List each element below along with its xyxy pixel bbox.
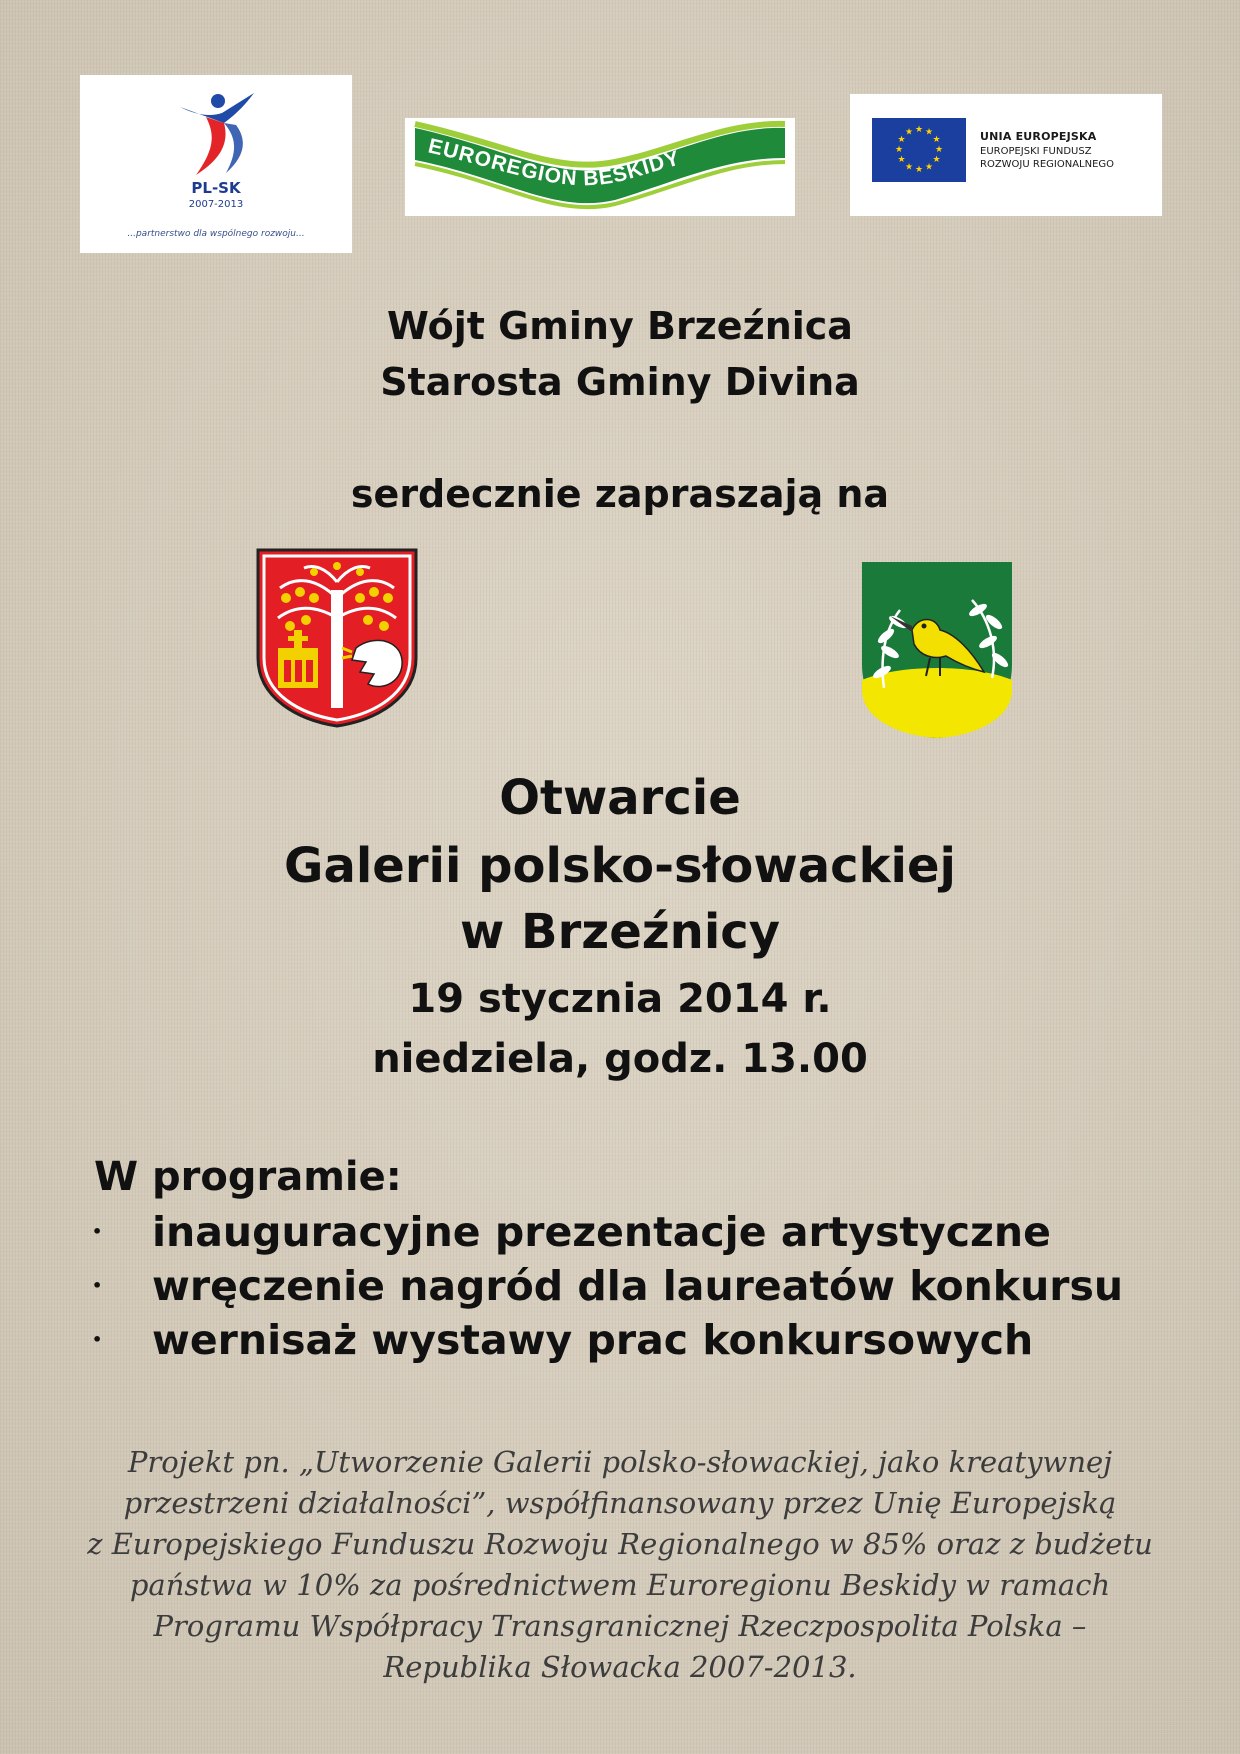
eu-line-1: UNIA EUROPEJSKA	[980, 130, 1097, 143]
eu-fund-logo	[850, 94, 1162, 216]
program-item	[92, 1262, 1123, 1310]
eu-fund-text	[980, 130, 1114, 170]
svg-text:★: ★	[897, 155, 906, 165]
program-item	[92, 1316, 1033, 1364]
event-title-line-1: Otwarcie	[499, 770, 741, 826]
brzeznica-coat-of-arms-icon	[256, 548, 418, 728]
program-item	[92, 1208, 1051, 1256]
svg-text:★: ★	[904, 162, 914, 173]
invitation-text: serdecznie zapraszają na	[350, 472, 890, 516]
euroregion-logo-text: EUROREGION BESKIDY	[425, 134, 683, 191]
euroregion-wave-icon	[405, 118, 795, 216]
svg-text:★: ★	[894, 145, 904, 155]
eu-flag-icon	[872, 118, 966, 182]
svg-text:★: ★	[897, 135, 906, 145]
footer-line: Programu Współpracy Transgranicznej Rzeczpospolita Polska –	[153, 1609, 1087, 1643]
svg-text:★: ★	[924, 127, 934, 138]
pl-sk-tagline: ...partnerstwo dla wspólnego rozwoju...	[127, 229, 305, 239]
svg-text:★: ★	[904, 127, 914, 138]
svg-text:★: ★	[934, 145, 944, 155]
host-brzeznica: Wójt Gminy Brzeźnica	[387, 304, 853, 348]
footer-line: państwa w 10% za pośrednictwem Euroregionu Beskidy w ramach	[129, 1568, 1111, 1602]
eu-line-3: ROZWOJU REGIONALNEGO	[980, 159, 1115, 170]
svg-text:★: ★	[924, 162, 934, 173]
event-title-line-3: w Brzeźnicy	[459, 904, 781, 960]
bullet-icon: •	[92, 1221, 103, 1241]
pl-sk-figure-icon	[166, 87, 266, 179]
project-funding-note	[60, 1442, 1180, 1688]
footer-line: z Europejskiego Funduszu Rozwoju Regionalnego w 85% oraz z budżetu	[87, 1527, 1153, 1561]
euroregion-beskidy-logo	[405, 118, 795, 216]
svg-text:★: ★	[932, 155, 941, 165]
divina-coat-of-arms-icon	[860, 560, 1014, 740]
pl-sk-name: PL-SK	[191, 179, 241, 197]
pl-sk-years: 2007-2013	[188, 199, 244, 210]
program-heading: W programie:	[94, 1154, 402, 1200]
bullet-icon: •	[92, 1329, 103, 1349]
footer-line: Projekt pn. „Utworzenie Galerii polsko-słowackiej, jako kreatywnej	[127, 1445, 1113, 1479]
footer-line: przestrzeni działalności”, współfinansowany przez Unię Europejską	[123, 1486, 1117, 1520]
svg-text:★: ★	[932, 135, 941, 145]
svg-text:★: ★	[914, 125, 924, 135]
footer-line: Republika Słowacka 2007-2013.	[383, 1650, 857, 1684]
host-divina: Starosta Gminy Divina	[380, 360, 860, 404]
program-item-text: inauguracyjne prezentacje artystyczne	[152, 1208, 1051, 1256]
event-date: 19 stycznia 2014 r.	[408, 976, 832, 1022]
program-item-text: wręczenie nagród dla laureatów konkursu	[152, 1262, 1124, 1310]
eu-line-2: EUROPEJSKI FUNDUSZ	[980, 146, 1092, 157]
program-item-text: wernisaż wystawy prac konkursowych	[152, 1316, 1034, 1364]
pl-sk-logo	[80, 75, 352, 253]
svg-text:★: ★	[914, 165, 924, 175]
bullet-icon: •	[92, 1275, 103, 1295]
event-time: niedziela, godz. 13.00	[372, 1036, 868, 1082]
event-title-line-2: Galerii polsko-słowackiej	[284, 838, 956, 894]
